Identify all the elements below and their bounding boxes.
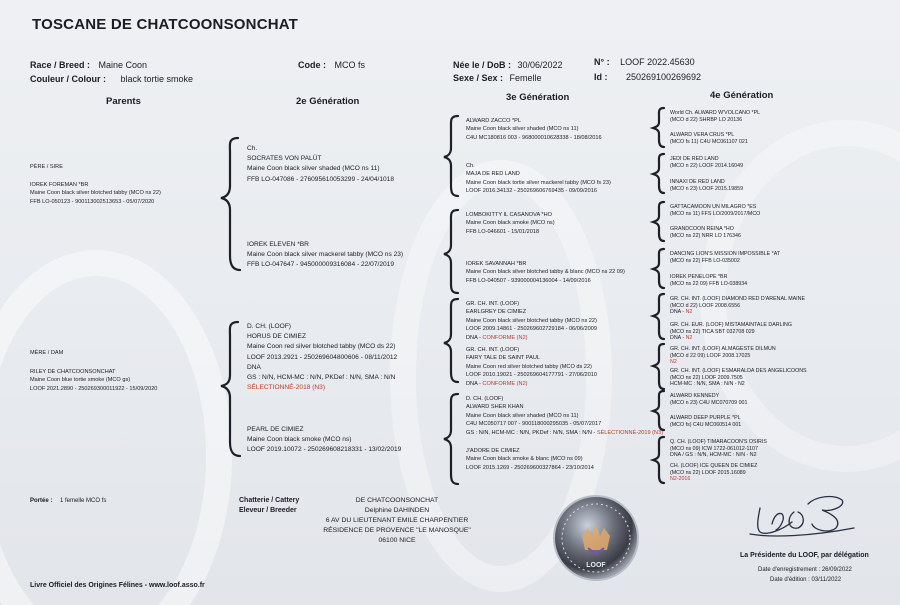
brace-dam	[221, 322, 240, 456]
gen4-registration: (MCO ns 22) TICA SBT 032708 029	[670, 328, 755, 335]
cattery-labels	[239, 496, 299, 516]
gen3-registration: C4U MC050717 007 - 900118000295035 - 05/07/2017	[466, 421, 602, 428]
brace-gen3	[653, 294, 664, 339]
gen4-registration: (MCO ns 11) FFS LO/2009/2017/MCO	[670, 210, 761, 217]
gen4-registration: (MCO d 22) LOOF 2008.6556	[670, 302, 741, 309]
gen4-registration: (MCO n 22) LOOF 2014.16049	[670, 162, 744, 169]
gen4-name: GR. CH. INT. (LOOF) DIAMOND RED D'ARENAL MAINE	[670, 296, 806, 302]
gen3-name: MAJA DE RED LAND	[466, 171, 520, 178]
code-value: MCO fs	[334, 60, 365, 70]
gen3-dna-prefix: DNA -	[466, 334, 483, 341]
gen4-name: DANCING LION'S MISSION IMPOSSIBLE *AT	[670, 251, 781, 257]
sire-name: IOREK FOREMAN *BR	[30, 182, 89, 188]
gen4-name: ALWARD KENNEDY	[670, 393, 720, 399]
sex-value: Femelle	[509, 73, 542, 83]
number-value: LOOF 2022.45630	[620, 57, 695, 67]
gen4-registration: (MCO fs) C4U MC060514 001	[670, 421, 742, 428]
gen3-breed: Maine Coon black tortie silver mackerel tabby (MCO fs 23)	[466, 179, 611, 186]
gen4-dna-status: N2	[685, 309, 693, 316]
gen3-breed: Maine Coon black silver shaded (MCO ns 11)	[466, 126, 579, 133]
address-line-1: 6 AV DU LIEUTENANT EMILE CHARPENTIER	[325, 517, 469, 524]
gen3-registration: LOOF 2015.1269 - 250269600327864 - 23/10/2014	[466, 464, 594, 471]
column-heading-gen2: 2e Génération	[296, 96, 360, 107]
gen2-breed: Maine Coon black silver mackerel tabby (MCO ns 23)	[247, 251, 404, 259]
gen4-name: ALWARD VERA CRUS *PL	[670, 132, 735, 138]
gen2-breed: Maine Coon black smoke (MCO ns)	[247, 436, 352, 444]
gen3-registration: LOOF 2016.34132 - 250269606769435 - 09/09/2016	[466, 188, 597, 195]
sex-label: Sexe / Sex :	[453, 73, 504, 83]
gen3-name: J'ADORE DE CIMIEZ	[466, 448, 520, 454]
breed-value: Maine Coon	[98, 60, 148, 70]
gen3-name: LOMBOKITTY IL CASANOVA *HO	[466, 212, 553, 218]
gen4-registration: (MCO ns 22) FFB LO-035002	[670, 257, 740, 264]
sire-label: PÈRE / SIRE	[30, 164, 63, 170]
gen2-name: SOCRATES VON PALÜT	[247, 155, 322, 163]
gen3-breed: Maine Coon black silver blotched tabby & blanc (MCO ns 22 09)	[466, 269, 625, 276]
cattery-address	[292, 496, 502, 546]
column-heading-gen3: 3e Génération	[506, 92, 570, 103]
brace-gen3	[653, 437, 664, 483]
gen2-name: HORUS DE CIMIEZ	[247, 333, 306, 341]
brace-gen3	[653, 154, 664, 193]
brace-gen3	[653, 202, 664, 241]
gen3-registration: LOOF 2010.19021 - 250269604177791 - 27/06/2010	[466, 372, 597, 379]
cattery-name: DE CHATCOONSONCHAT	[355, 497, 439, 504]
gen2-name: IOREK ELEVEN *BR	[247, 241, 309, 248]
gen3-selection: SÉLECTIONNÉ-2019 (N3)	[596, 429, 664, 436]
gen4-name: INNAXI DE RED LAND	[670, 179, 725, 185]
gen3-name: FAIRY TALE DE SAINT PAUL	[466, 355, 540, 362]
dob-value: 30/06/2022	[517, 60, 563, 70]
gen4-status: N2-2016	[670, 476, 691, 483]
litter-row	[30, 498, 106, 504]
gen3-title: D. CH. (LOOF)	[466, 396, 504, 402]
gen2-title: Ch.	[247, 145, 258, 152]
signature-icon	[742, 488, 862, 543]
litter-value: 1 femelle MCO fs	[60, 498, 107, 504]
gen4-name: GR. CH. INT. (LOOF) ALMAGESTE DILMUN	[670, 346, 776, 352]
gen4-registration: (MCO d 22 09) LOOF 2008.17025	[670, 352, 751, 359]
gen4-name: GR. CH. INT. (LOOF) ESMARALDA DES ANGELICOONS	[670, 368, 807, 374]
colour-value: black tortie smoke	[120, 74, 193, 84]
dam-breed: Maine Coon blue tortie smoke (MCO gs)	[30, 377, 131, 384]
cat-name-title: TOSCANE DE CHATCOONSONCHAT	[32, 16, 299, 33]
breed-label: Race / Breed :	[30, 60, 91, 70]
gen2-registration: FFB LO-047647 - 945000009316084 - 22/07/2019	[247, 261, 395, 269]
gen2-registration: LOOF 2019.10072 - 250269608218331 - 13/02/2019	[247, 446, 402, 454]
gen4-registration: (MCO ns 22) NRR LO 176346	[670, 232, 741, 239]
brace-sire	[221, 138, 240, 270]
gen4-name: GATTACAMOON UN MILAGRO *ES	[670, 204, 757, 210]
gen4-tests: DNA / GS : N/N, HCM-MC : N/N - N2	[670, 452, 757, 459]
brace-gen3	[653, 249, 664, 288]
gen4-name: World Ch. ALWARD W'VOLCANO *PL	[670, 110, 761, 116]
gen3-dna-status: CONFORME (N2)	[482, 380, 528, 387]
gen3-name: ALWARD ZACCO *PL	[466, 118, 522, 124]
footer-loof-link[interactable]: Livre Officiel des Origines Félines - www.loof.asso.fr	[30, 582, 205, 589]
dam-registration: LOOF 2021.2890 - 250269300011922 - 15/09/2020	[30, 385, 158, 392]
gen4-registration: (MCO fs 11) C4U MC061107 021	[670, 138, 748, 145]
gen4-name: CH. (LOOF) ICE QUEEN DE CIMIEZ	[670, 463, 758, 469]
brace-gen2-d	[444, 394, 458, 484]
seal-text: LOOF	[586, 562, 606, 569]
gen4-name: GR. CH. EUR. (LOOF) MISTAMAINTALE DARLING	[670, 322, 792, 328]
gen2-selection: SÉLECTIONNÉ-2018 (N3)	[247, 384, 326, 392]
gen2-breed: Maine Coon black silver shaded (MCO ns 11)	[247, 165, 380, 173]
gen3-registration: FFB LO-040507 - 939000004136004 - 14/09/2016	[466, 277, 591, 284]
brace-gen2-a	[444, 116, 458, 196]
gen3-registration: C4U MC180816 003 - 968000010628338 - 18/08/2016	[466, 134, 602, 141]
registration-date: Date d'enregistrement : 26/09/2022	[758, 567, 852, 573]
gen4-name: IOREK PENELOPE *BR	[670, 274, 728, 280]
gen2-name: PEARL DE CIMIEZ	[247, 426, 304, 433]
gen3-dna-status: CONFORME (N2)	[482, 334, 528, 341]
gen3-name: ALWARD SHER KHAN	[466, 404, 524, 411]
cattery-label: Chatterie / Cattery	[239, 497, 300, 504]
breeder-label: Eleveur / Breeder	[239, 507, 297, 514]
gen4-registration: (MCO ns 22) LOOF 2009.7505	[670, 374, 743, 381]
gen3-registration: FFB LO-046601 - 15/01/2018	[466, 228, 540, 235]
address-city: 06100 NICE	[378, 537, 416, 544]
dam-name: RILEY DE CHATCOONSONCHAT	[30, 369, 116, 375]
brace-gen3	[653, 108, 664, 147]
colour-label: Couleur / Colour :	[30, 74, 106, 84]
gen2-breed: Maine Coon red silver blotched tabby (MCO ds 22)	[247, 343, 396, 351]
litter-label: Portée :	[30, 498, 53, 504]
gen3-title: GR. CH. INT. (LOOF)	[466, 347, 520, 353]
gen4-dna-prefix: DNA -	[670, 335, 686, 342]
gen4-registration: (MCO ns 22) LOOF 2015.16089	[670, 469, 746, 476]
gen3-breed: Maine Coon black silver blotched tabby (MCO ns 22)	[466, 317, 597, 324]
edition-date: Date d'édition : 03/11/2022	[770, 577, 842, 583]
gen3-breed: Maine Coon black smoke & blanc (MCO ns 09)	[466, 456, 583, 463]
gen4-status: N2	[670, 359, 677, 366]
gen4-name: ALWARD DEEP PURPLE *PL	[670, 415, 741, 421]
president-signature-caption: La Présidente du LOOF, par délégation	[740, 552, 869, 559]
gen4-registration: (MCO ns 22 09) FFB LO-038934	[670, 280, 748, 287]
gen4-name: JEDI DE RED LAND	[670, 156, 719, 162]
gen3-tests-text: GS : N/N, HCM-MC : N/N, PKDef : N/N, SMA : N/N -	[466, 429, 597, 436]
gen3-title: Ch.	[466, 163, 475, 169]
code-label: Code :	[298, 60, 326, 70]
id-value: 250269100269692	[625, 72, 702, 82]
gen3-dna-prefix: DNA -	[466, 380, 483, 387]
gen3-breed: Maine Coon black silver shaded (MCO ns 11)	[466, 412, 579, 419]
gen4-dna-prefix: DNA -	[670, 309, 686, 316]
column-heading-parents: Parents	[106, 96, 141, 107]
hologram-seal	[552, 494, 640, 582]
sire-registration: FFB LO-050123 - 900113002513653 - 05/07/2020	[30, 198, 155, 205]
gen4-registration: (MCO n 23) LOOF 2015.19859	[670, 185, 744, 192]
brace-gen2-b	[444, 210, 458, 293]
gen3-registration: LOOF 2009.14861 - 250269602729184 - 06/06/2009	[466, 326, 597, 333]
seal-icon	[552, 494, 640, 582]
dob-label: Née le / DoB :	[453, 60, 512, 70]
address-line-2: RÉSIDENCE DE PROVENCE "LE MANOSQUE"	[323, 527, 471, 534]
number-label: N° :	[594, 57, 610, 67]
gen2-registration: FFB LO-047086 - 276095610053299 - 24/04/1018	[247, 175, 395, 183]
gen4-name: GRANDCOON REINA *HO	[670, 226, 734, 232]
sire-breed: Maine Coon black silver blotched tabby (MCO ns 22)	[30, 190, 161, 197]
brace-gen3	[653, 391, 664, 430]
gen3-breed: Maine Coon black smoke (MCO ns)	[466, 220, 555, 227]
gen2-title: D. CH. (LOOF)	[247, 323, 291, 330]
brace-gen3	[653, 344, 664, 389]
gen2-registration: LOOF 2013.2921 - 250269604800606 - 08/11/2012	[247, 353, 398, 361]
brace-gen2-c	[444, 299, 458, 382]
gen2-tests: GS : N/N, HCM-MC : N/N, PKDef : N/N, SMA : N/N	[247, 374, 396, 382]
gen4-registration: (MCO d 22) SHRBP LO 20136	[670, 116, 743, 123]
gen4-dna-status: N2	[685, 335, 693, 342]
column-heading-gen4: 4e Génération	[710, 90, 774, 101]
gen3-breed: Maine Coon red silver blotched tabby (MCO ds 22)	[466, 363, 592, 370]
gen4-registration: (MCO ns 09) ICW 1722-061012-1107	[670, 445, 758, 452]
gen2-dna: DNA	[247, 363, 261, 371]
breeder-name: Delphine DAHINDEN	[364, 507, 430, 514]
dam-label: MÈRE / DAM	[30, 350, 64, 356]
id-label: Id :	[594, 72, 608, 82]
gen3-title: GR. CH. INT. (LOOF)	[466, 301, 520, 307]
gen3-name: IOREK SAVANNAH *BR	[466, 261, 527, 267]
gen4-tests: HCM-MC : N/N, SMA : N/N - N2	[670, 381, 745, 388]
gen4-registration: (MCO n 23) C4U MC070709 001	[670, 399, 748, 406]
gen3-name: EARLGREY DE CIMIEZ	[466, 309, 527, 316]
gen4-name: Q. CH. (LOOF) TIMARACOON'S OSIRIS	[670, 439, 767, 445]
